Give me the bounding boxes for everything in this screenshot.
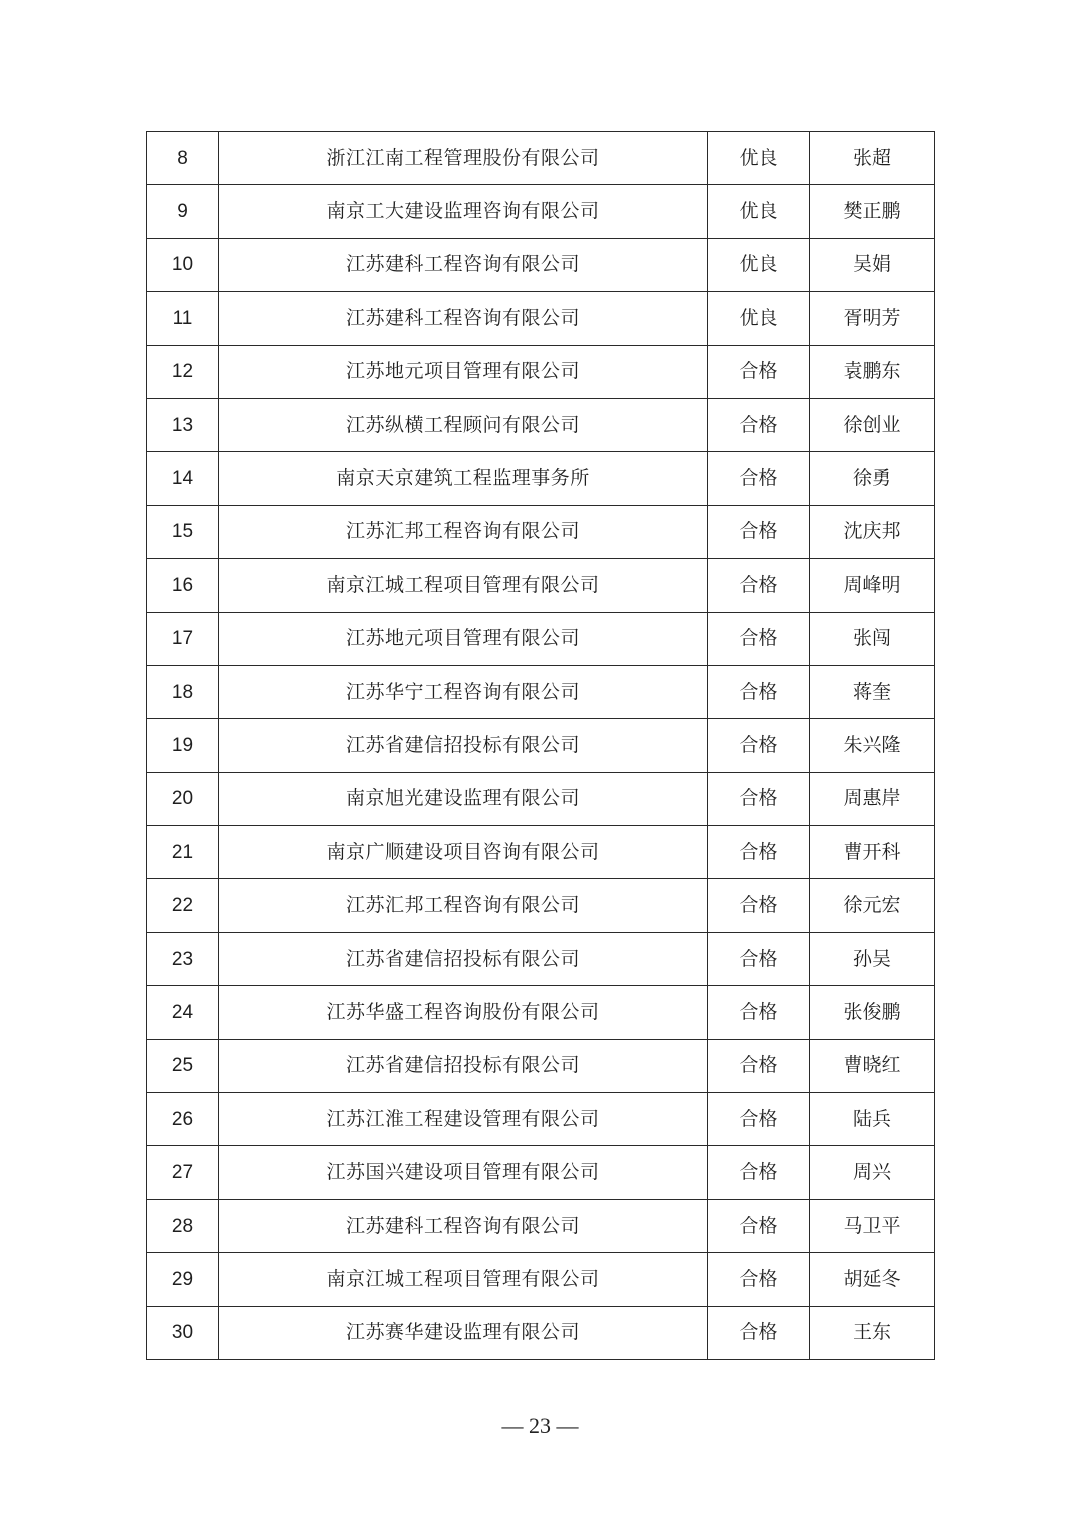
row-number-cell: 27: [147, 1146, 219, 1199]
table-row: [147, 1306, 935, 1359]
row-number-cell: 8: [147, 132, 219, 185]
company-name-cell: 江苏建科工程咨询有限公司: [219, 292, 708, 345]
grade-cell: 合格: [708, 1253, 810, 1306]
table-body: [147, 132, 935, 1360]
grade-cell: 合格: [708, 1199, 810, 1252]
table-row: [147, 1039, 935, 1092]
row-number-cell: 30: [147, 1306, 219, 1359]
table-row: [147, 1146, 935, 1199]
company-name-cell: 江苏地元项目管理有限公司: [219, 345, 708, 398]
table-row: [147, 719, 935, 772]
company-name-cell: 江苏建科工程咨询有限公司: [219, 238, 708, 291]
row-number-cell: 9: [147, 185, 219, 238]
row-number-cell: 12: [147, 345, 219, 398]
company-name-cell: 江苏纵横工程顾问有限公司: [219, 398, 708, 451]
row-number-cell: 25: [147, 1039, 219, 1092]
person-name-cell: 胥明芳: [810, 292, 935, 345]
table-row: [147, 292, 935, 345]
grade-cell: 合格: [708, 1306, 810, 1359]
person-name-cell: 曹晓红: [810, 1039, 935, 1092]
row-number-cell: 19: [147, 719, 219, 772]
company-name-cell: 江苏省建信招投标有限公司: [219, 1039, 708, 1092]
company-name-cell: 南京天京建筑工程监理事务所: [219, 452, 708, 505]
row-number-cell: 29: [147, 1253, 219, 1306]
grade-cell: 优良: [708, 185, 810, 238]
person-name-cell: 张超: [810, 132, 935, 185]
grade-cell: 合格: [708, 772, 810, 825]
company-name-cell: 南京旭光建设监理有限公司: [219, 772, 708, 825]
person-name-cell: 曹开科: [810, 826, 935, 879]
table-row: [147, 665, 935, 718]
person-name-cell: 徐勇: [810, 452, 935, 505]
grade-cell: 合格: [708, 665, 810, 718]
person-name-cell: 胡延冬: [810, 1253, 935, 1306]
company-name-cell: 江苏省建信招投标有限公司: [219, 719, 708, 772]
company-name-cell: 南京工大建设监理咨询有限公司: [219, 185, 708, 238]
row-number-cell: 23: [147, 932, 219, 985]
row-number-cell: 20: [147, 772, 219, 825]
grade-cell: 合格: [708, 1039, 810, 1092]
table-row: [147, 986, 935, 1039]
person-name-cell: 周兴: [810, 1146, 935, 1199]
person-name-cell: 孙吴: [810, 932, 935, 985]
person-name-cell: 徐元宏: [810, 879, 935, 932]
grade-cell: 优良: [708, 132, 810, 185]
row-number-cell: 28: [147, 1199, 219, 1252]
grade-cell: 合格: [708, 505, 810, 558]
row-number-cell: 26: [147, 1093, 219, 1146]
row-number-cell: 10: [147, 238, 219, 291]
person-name-cell: 马卫平: [810, 1199, 935, 1252]
person-name-cell: 蒋奎: [810, 665, 935, 718]
company-name-cell: 江苏地元项目管理有限公司: [219, 612, 708, 665]
grade-cell: 合格: [708, 612, 810, 665]
grade-cell: 合格: [708, 719, 810, 772]
grade-cell: 合格: [708, 345, 810, 398]
grade-cell: 合格: [708, 559, 810, 612]
company-name-cell: 江苏国兴建设项目管理有限公司: [219, 1146, 708, 1199]
company-name-cell: 南京江城工程项目管理有限公司: [219, 559, 708, 612]
person-name-cell: 朱兴隆: [810, 719, 935, 772]
company-name-cell: 江苏江淮工程建设管理有限公司: [219, 1093, 708, 1146]
table-row: [147, 238, 935, 291]
person-name-cell: 王东: [810, 1306, 935, 1359]
person-name-cell: 周惠岸: [810, 772, 935, 825]
person-name-cell: 张俊鹏: [810, 986, 935, 1039]
row-number-cell: 16: [147, 559, 219, 612]
company-name-cell: 江苏赛华建设监理有限公司: [219, 1306, 708, 1359]
person-name-cell: 张闯: [810, 612, 935, 665]
table-row: [147, 826, 935, 879]
table-row: [147, 1093, 935, 1146]
grade-cell: 合格: [708, 986, 810, 1039]
person-name-cell: 袁鹏东: [810, 345, 935, 398]
company-name-cell: 江苏华盛工程咨询股份有限公司: [219, 986, 708, 1039]
table-row: [147, 559, 935, 612]
grade-cell: 合格: [708, 1093, 810, 1146]
table-row: [147, 452, 935, 505]
grade-cell: 合格: [708, 398, 810, 451]
grade-cell: 合格: [708, 452, 810, 505]
person-name-cell: 周峰明: [810, 559, 935, 612]
table-row: [147, 772, 935, 825]
row-number-cell: 15: [147, 505, 219, 558]
row-number-cell: 22: [147, 879, 219, 932]
table-row: [147, 345, 935, 398]
person-name-cell: 吴娟: [810, 238, 935, 291]
evaluation-table: [146, 131, 935, 1360]
row-number-cell: 21: [147, 826, 219, 879]
person-name-cell: 樊正鹏: [810, 185, 935, 238]
grade-cell: 优良: [708, 292, 810, 345]
grade-cell: 合格: [708, 932, 810, 985]
person-name-cell: 陆兵: [810, 1093, 935, 1146]
company-name-cell: 江苏汇邦工程咨询有限公司: [219, 505, 708, 558]
company-name-cell: 江苏省建信招投标有限公司: [219, 932, 708, 985]
page-number: — 23 —: [501, 1413, 579, 1438]
person-name-cell: 沈庆邦: [810, 505, 935, 558]
company-name-cell: 南京江城工程项目管理有限公司: [219, 1253, 708, 1306]
row-number-cell: 24: [147, 986, 219, 1039]
grade-cell: 合格: [708, 1146, 810, 1199]
company-name-cell: 江苏汇邦工程咨询有限公司: [219, 879, 708, 932]
table-row: [147, 398, 935, 451]
table-row: [147, 612, 935, 665]
table-row: [147, 1199, 935, 1252]
row-number-cell: 17: [147, 612, 219, 665]
table-row: [147, 879, 935, 932]
company-name-cell: 南京广顺建设项目咨询有限公司: [219, 826, 708, 879]
grade-cell: 优良: [708, 238, 810, 291]
row-number-cell: 18: [147, 665, 219, 718]
row-number-cell: 13: [147, 398, 219, 451]
table-row: [147, 185, 935, 238]
grade-cell: 合格: [708, 826, 810, 879]
table-row: [147, 932, 935, 985]
company-name-cell: 浙江江南工程管理股份有限公司: [219, 132, 708, 185]
company-name-cell: 江苏建科工程咨询有限公司: [219, 1199, 708, 1252]
person-name-cell: 徐创业: [810, 398, 935, 451]
table-row: [147, 505, 935, 558]
table-row: [147, 132, 935, 185]
row-number-cell: 14: [147, 452, 219, 505]
row-number-cell: 11: [147, 292, 219, 345]
company-name-cell: 江苏华宁工程咨询有限公司: [219, 665, 708, 718]
grade-cell: 合格: [708, 879, 810, 932]
table-row: [147, 1253, 935, 1306]
